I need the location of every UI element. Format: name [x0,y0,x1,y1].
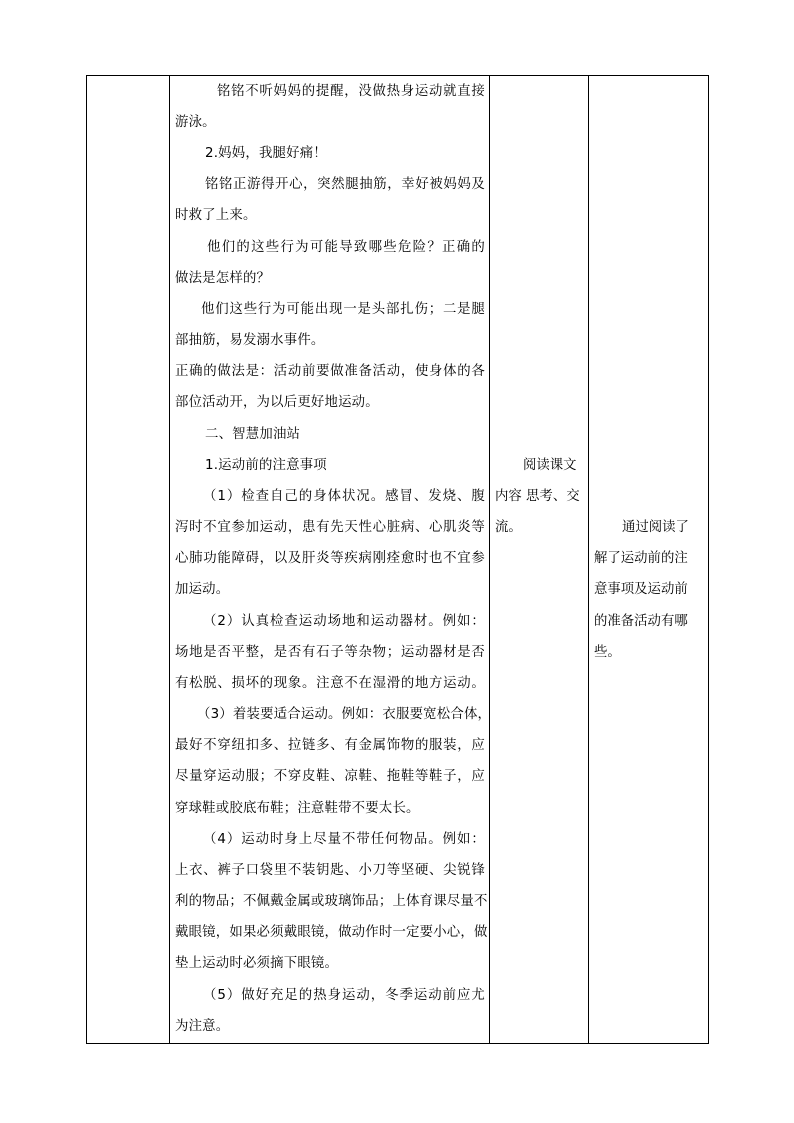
text-line: 穿球鞋或胶底布鞋；注意鞋带不要太长。 [175,801,420,816]
text-line: 场地是否平整，是否有石子等杂物；运动器材是否 [175,645,485,660]
text-line: 1.运动前的注意事项 [205,458,327,473]
lesson-plan-table [86,75,709,1044]
text-line: 心肺功能障碍，以及肝炎等疾病刚痊愈时也不宜参 [175,551,485,566]
text-line: （2）认真检查运动场地和运动器材。例如： [203,614,485,629]
text-line: 铭铭不听妈妈的提醒，没做热身运动就直接 [217,84,485,99]
text-line: 意事项及运动前 [594,582,688,597]
text-line: （5）做好充足的热身运动，冬季运动前应尤 [203,988,485,1003]
text-line: 通过阅读了 [622,520,689,535]
student-activity-cell [490,76,589,1044]
text-line: 最好不穿纽扣多、拉链多、有金属饰物的服装，应 [175,738,485,753]
text-line: 部抽筋，易发溺水事件。 [175,333,325,348]
text-line: （4）运动时身上尽量不带任何物品。例如： [203,832,485,847]
text-line: 垫上运动时必须摘下眼镜。 [175,956,339,971]
text-line: 戴眼镜，如果必须戴眼镜，做动作时一定要小心，做 [175,925,488,940]
text-line: 些。 [594,645,621,660]
teaching-content-cell [170,76,490,1044]
text-line: 有松脱、损坏的现象。注意不在湿滑的地方运动。 [175,676,485,691]
text-line: 加运动。 [175,582,230,597]
text-line: 铭铭正游得开心，突然腿抽筋，幸好被妈妈及 [205,177,485,192]
text-line: 2.妈妈，我腿好痛！ [205,146,327,161]
text-line: （1）检查自己的身体状况。感冒、发烧、腹 [203,489,485,504]
blank-column-cell [87,76,170,1044]
text-line: 部位活动开，为以后更好地运动。 [175,395,379,410]
text-line: 内容 思考、交 [495,489,580,504]
text-line: 阅读课文 [523,458,577,473]
text-line: 尽量穿运动服；不穿皮鞋、凉鞋、拖鞋等鞋子，应 [175,769,485,784]
text-line: 解了运动前的注 [594,551,688,566]
text-line: 上衣、裤子口袋里不装钥匙、小刀等坚硬、尖锐锋 [175,863,485,878]
design-intent-cell [589,76,709,1044]
text-line: 泻时不宜参加运动，患有先天性心脏病、心肌炎等 [175,520,485,535]
text-line: 正确的做法是：活动前要做准备活动，使身体的各 [175,364,485,379]
text-line: 流。 [495,520,522,535]
text-line: 为注意。 [175,1019,230,1034]
text-line: 利的物品；不佩戴金属或玻璃饰品；上体育课尽量不 [175,894,488,909]
text-line: 他们这些行为可能出现一是头部扎伤；二是腿 [201,302,485,317]
table-row [87,76,709,1044]
text-line: 时救了上来。 [175,208,257,223]
text-line: 做法是怎样的？ [175,271,271,286]
text-line: 的准备活动有哪 [594,614,688,629]
section-heading: 二、智慧加油站 [205,427,301,442]
text-line: （3）着装要适合运动。例如：衣服要宽松合体， [197,707,492,722]
text-line: 游泳。 [175,115,216,130]
text-line: 他们的这些行为可能导致哪些危险？正确的 [207,240,485,255]
